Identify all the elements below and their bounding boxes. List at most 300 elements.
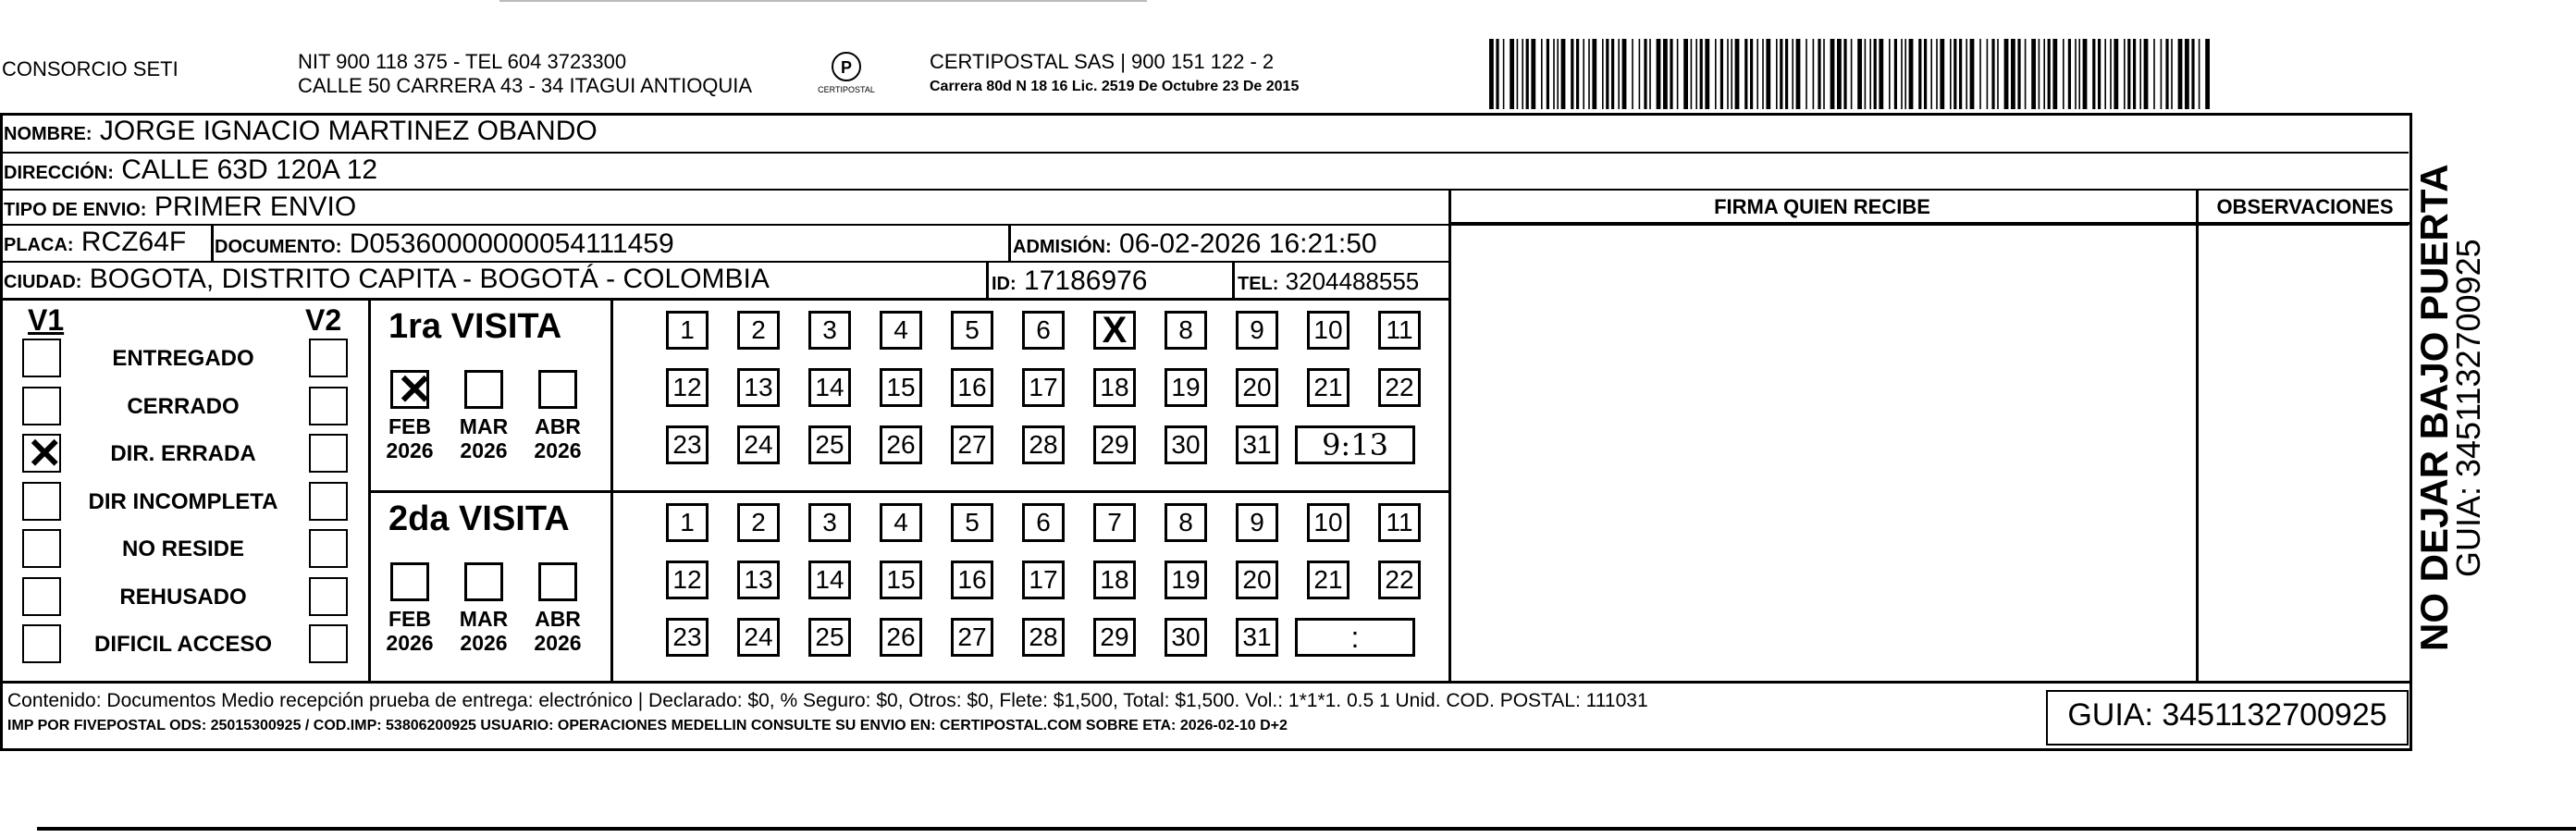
- day-box[interactable]: [1022, 503, 1065, 542]
- svg-text:CERTIPOSTAL: CERTIPOSTAL: [818, 85, 875, 94]
- day-number: 1: [680, 315, 695, 344]
- barcode-bar: [1720, 39, 1723, 109]
- day-number: 20: [1242, 565, 1272, 594]
- barcode-bar: [1592, 39, 1596, 109]
- status-label: DIR INCOMPLETA: [88, 488, 278, 514]
- day-box[interactable]: [666, 503, 709, 542]
- status-v2-checkbox[interactable]: [309, 529, 348, 568]
- barcode-bar: [2124, 39, 2126, 109]
- status-right-line: [368, 298, 371, 681]
- barcode-bar: [1517, 39, 1519, 109]
- status-v2-checkbox[interactable]: [309, 387, 348, 425]
- barcode-bar: [1762, 39, 1764, 109]
- barcode-bar: [1522, 39, 1523, 109]
- month-checkbox[interactable]: [390, 365, 433, 413]
- day-box[interactable]: [808, 425, 851, 464]
- barcode-bar: [2075, 39, 2077, 109]
- day-box[interactable]: [1236, 503, 1278, 542]
- day-number: 8: [1178, 508, 1193, 536]
- day-box[interactable]: [1093, 368, 1136, 407]
- barcode-bar: [2191, 39, 2194, 109]
- status-v1-checkbox[interactable]: [22, 339, 61, 377]
- barcode-bar: [2104, 39, 2106, 109]
- day-number: 16: [957, 565, 987, 594]
- day-number: 13: [744, 565, 773, 594]
- barcode-bar: [1997, 39, 1999, 109]
- barcode-bar: [1776, 39, 1778, 109]
- day-box[interactable]: [1236, 368, 1278, 407]
- day-number: 15: [886, 373, 916, 401]
- month-label: MAR: [459, 414, 509, 438]
- month-checkbox[interactable]: [464, 370, 503, 409]
- barcode-bar: [2199, 39, 2200, 109]
- no-dejar-bajo-puerta: NO DEJAR BAJO PUERTA: [2412, 164, 2456, 651]
- day-box[interactable]: [1236, 618, 1278, 657]
- tel-field: [1238, 265, 1419, 301]
- barcode: [1489, 39, 2220, 109]
- time-box[interactable]: [1295, 425, 1415, 464]
- status-v1-checkbox[interactable]: [22, 482, 61, 521]
- barcode-bar: [1526, 39, 1529, 109]
- day-box[interactable]: [1022, 311, 1065, 350]
- day-box[interactable]: [1022, 561, 1065, 599]
- month-checkbox[interactable]: [538, 370, 577, 409]
- day-box[interactable]: [951, 368, 993, 407]
- barcode-bar: [1496, 39, 1498, 109]
- barcode-bar: [1571, 39, 1573, 109]
- barcode-bar: [1780, 39, 1782, 109]
- day-box[interactable]: [1378, 503, 1421, 542]
- day-number: 2: [751, 508, 766, 536]
- divider-id: [986, 263, 989, 300]
- day-box[interactable]: [666, 561, 709, 599]
- id-field: [992, 265, 1148, 301]
- barcode-bar: [1785, 39, 1788, 109]
- barcode-bar: [1806, 39, 1807, 109]
- day-box[interactable]: [880, 618, 922, 657]
- barcode-bar: [1649, 39, 1651, 109]
- status-label: DIFICIL ACCESO: [93, 632, 272, 657]
- day-box[interactable]: [666, 311, 709, 350]
- nit-line-2: CALLE 50 CARRERA 43 - 34 ITAGUI ANTIOQUIA: [298, 74, 753, 97]
- day-number: 10: [1313, 508, 1343, 536]
- day-number: 18: [1100, 373, 1129, 401]
- barcode-bar: [2178, 39, 2183, 109]
- day-box[interactable]: [1378, 561, 1421, 599]
- status-v2-checkbox[interactable]: [309, 339, 348, 377]
- day-number: 3: [822, 315, 837, 344]
- placa-label: PLACA:: [4, 235, 74, 255]
- day-number: 31: [1242, 430, 1272, 459]
- day-number: 13: [744, 373, 773, 401]
- day-box[interactable]: [1165, 425, 1207, 464]
- day-number: 18: [1100, 565, 1129, 594]
- day-number: 30: [1171, 622, 1201, 651]
- barcode-bar: [2144, 39, 2149, 109]
- barcode-bar: [1792, 39, 1793, 109]
- day-box[interactable]: [1378, 368, 1421, 407]
- status-v1-checkbox[interactable]: [22, 529, 61, 568]
- day-number: 14: [815, 373, 844, 401]
- status-v1-checkbox[interactable]: [22, 387, 61, 425]
- day-box[interactable]: [808, 368, 851, 407]
- visit-title: 1ra VISITA: [388, 307, 562, 346]
- id-label: ID:: [992, 274, 1017, 294]
- barcode-bar: [1588, 39, 1590, 109]
- day-box[interactable]: [737, 561, 780, 599]
- day-number: 25: [815, 622, 844, 651]
- day-number: 24: [744, 622, 773, 651]
- barcode-bar: [1622, 39, 1627, 109]
- nit-line-1: NIT 900 118 375 - TEL 604 3723300: [298, 50, 627, 73]
- barcode-bar: [1561, 39, 1566, 109]
- barcode-bar: [1987, 39, 1989, 109]
- day-number: 3: [822, 508, 837, 536]
- day-number: 6: [1036, 315, 1051, 344]
- day-number: 24: [744, 430, 773, 459]
- day-box[interactable]: [1093, 311, 1136, 350]
- day-box[interactable]: [737, 425, 780, 464]
- day-box[interactable]: [808, 503, 851, 542]
- certipostal-line-2: Carrera 80d N 18 16 Lic. 2519 De Octubre 23 De 2015: [930, 79, 1300, 94]
- barcode-bar: [2011, 39, 2015, 109]
- barcode-bar: [2043, 39, 2045, 109]
- barcode-bar: [1950, 39, 1952, 109]
- day-box[interactable]: [1236, 561, 1278, 599]
- month-label: MAR: [459, 607, 509, 631]
- day-box[interactable]: [951, 311, 993, 350]
- barcode-bar: [2004, 39, 2009, 109]
- guia-vertical: GUIA: 3451132700925: [2449, 239, 2487, 577]
- month-year: 2026: [534, 438, 582, 462]
- bottom-line: [37, 827, 2576, 831]
- barcode-bar: [2068, 39, 2071, 109]
- day-number: 23: [672, 430, 702, 459]
- day-box[interactable]: [1378, 311, 1421, 350]
- barcode-bar: [2039, 39, 2040, 109]
- certipostal-logo: [814, 50, 879, 98]
- day-number: 7: [1107, 508, 1122, 536]
- day-number: 5: [965, 315, 980, 344]
- day-box[interactable]: [737, 311, 780, 350]
- nombre-label: NOMBRE:: [4, 124, 92, 144]
- barcode-bar: [2205, 39, 2210, 109]
- firma-header-underline: [1448, 222, 2410, 225]
- day-box[interactable]: [1236, 311, 1278, 350]
- day-box[interactable]: [1022, 368, 1065, 407]
- day-number: 31: [1242, 622, 1272, 651]
- barcode-bar: [1602, 39, 1604, 109]
- day-box[interactable]: [1165, 618, 1207, 657]
- placa-value: RCZ64F: [80, 227, 187, 257]
- barcode-bar: [2110, 39, 2112, 109]
- barcode-bar: [1606, 39, 1608, 109]
- day-box[interactable]: [666, 618, 709, 657]
- documento-label: DOCUMENTO:: [215, 237, 342, 257]
- tel-value: 3204488555: [1285, 267, 1420, 295]
- tipo-label: TIPO DE ENVIO:: [4, 200, 147, 220]
- barcode-bar: [2139, 39, 2141, 109]
- day-number: 21: [1313, 565, 1343, 594]
- barcode-bar: [1510, 39, 1514, 109]
- barcode-bar: [1954, 39, 1956, 109]
- status-v1-checkbox[interactable]: [22, 624, 61, 663]
- day-number: 17: [1029, 565, 1058, 594]
- v2-label: V2: [305, 303, 342, 337]
- barcode-bar: [2098, 39, 2101, 109]
- month-year: 2026: [534, 631, 582, 655]
- status-v2-checkbox[interactable]: [309, 624, 348, 663]
- day-box[interactable]: [951, 618, 993, 657]
- day-number: 12: [672, 373, 702, 401]
- direccion-label: DIRECCIÓN:: [4, 163, 114, 183]
- month-checkbox[interactable]: [464, 562, 503, 601]
- day-number: 30: [1171, 430, 1201, 459]
- barcode-bar: [1715, 39, 1717, 109]
- certipostal-line-1: CERTIPOSTAL SAS | 900 151 122 - 2: [930, 50, 1275, 73]
- top-edge-line: [499, 0, 1147, 2]
- day-number: 28: [1029, 622, 1058, 651]
- day-number: 10: [1313, 315, 1343, 344]
- day-number: 16: [957, 373, 987, 401]
- barcode-bar: [1889, 39, 1891, 109]
- day-number: 27: [957, 430, 987, 459]
- firma-header: FIRMA QUIEN RECIBE: [1714, 195, 1930, 218]
- barcode-bar: [1813, 39, 1815, 109]
- day-number: 19: [1171, 373, 1201, 401]
- imp-text: IMP POR FIVEPOSTAL ODS: 25015300925 / COD.IMP: 53806200925 USUARIO: OPERACIONES MEDELLIN CONSULTE SU ENVIO EN: CERTIPOSTAL.COM SOBRE ETA: 2026-02-10 D+2: [7, 718, 1288, 733]
- barcode-bar: [1657, 39, 1661, 109]
- day-box[interactable]: [951, 425, 993, 464]
- day-box[interactable]: [880, 311, 922, 350]
- day-number: 21: [1313, 373, 1343, 401]
- day-box[interactable]: [951, 561, 993, 599]
- barcode-bar: [1553, 39, 1555, 109]
- day-box[interactable]: [1093, 618, 1136, 657]
- status-v2-checkbox[interactable]: [309, 434, 348, 473]
- certipostal-logo-icon: [814, 50, 879, 98]
- barcode-bar: [1874, 39, 1877, 109]
- barcode-bar: [1830, 39, 1835, 109]
- documento-field: [215, 228, 674, 264]
- barcode-bar: [1531, 39, 1535, 109]
- barcode-bar: [1991, 39, 1994, 109]
- day-number: 29: [1100, 430, 1129, 459]
- month-label: FEB: [388, 607, 431, 631]
- visit-title-divider: [610, 298, 613, 681]
- day-number: 26: [886, 430, 916, 459]
- barcode-bar: [2092, 39, 2095, 109]
- barcode-bar: [1691, 39, 1693, 109]
- day-box[interactable]: [737, 503, 780, 542]
- barcode-bar: [1731, 39, 1732, 109]
- day-box[interactable]: [1307, 311, 1350, 350]
- day-number: 17: [1029, 373, 1058, 401]
- barcode-bar: [1901, 39, 1903, 109]
- barcode-bar: [2165, 39, 2168, 109]
- barcode-bar: [1639, 39, 1641, 109]
- day-box[interactable]: [737, 368, 780, 407]
- barcode-bar: [2171, 39, 2173, 109]
- day-box[interactable]: [808, 311, 851, 350]
- month-checkbox[interactable]: [538, 562, 577, 601]
- day-box[interactable]: [880, 425, 922, 464]
- day-number: 25: [815, 430, 844, 459]
- nombre-row: [0, 115, 2409, 154]
- barcode-bar: [2017, 39, 2020, 109]
- day-number: 20: [1242, 373, 1272, 401]
- day-box[interactable]: [880, 368, 922, 407]
- direccion-row: [0, 154, 2409, 191]
- admision-field: [1013, 228, 1377, 264]
- day-box[interactable]: [1307, 368, 1350, 407]
- direccion-value: CALLE 63D 120A 12: [121, 154, 378, 185]
- checked-x-icon: ✕: [397, 365, 433, 413]
- barcode-bar: [1865, 39, 1867, 109]
- day-box[interactable]: [1165, 503, 1207, 542]
- barcode-bar: [1766, 39, 1770, 109]
- barcode-bar: [1796, 39, 1801, 109]
- barcode-bar: [1700, 39, 1703, 109]
- day-number: 27: [957, 622, 987, 651]
- day-number: 15: [886, 565, 916, 594]
- barcode-bar: [1750, 39, 1753, 109]
- month-label: FEB: [388, 414, 431, 438]
- barcode-bar: [2031, 39, 2036, 109]
- divider-placa: [211, 226, 214, 263]
- status-v2-checkbox[interactable]: [309, 482, 348, 521]
- day-box[interactable]: [1093, 503, 1136, 542]
- barcode-bar: [1632, 39, 1633, 109]
- status-v2-checkbox[interactable]: [309, 577, 348, 616]
- day-box[interactable]: [666, 425, 709, 464]
- barcode-bar: [1823, 39, 1825, 109]
- barcode-bar: [1611, 39, 1614, 109]
- time-box[interactable]: [1295, 618, 1415, 657]
- month-year: 2026: [386, 631, 434, 655]
- month-year: 2026: [386, 438, 434, 462]
- day-number: 22: [1385, 373, 1414, 401]
- day-box[interactable]: [1093, 425, 1136, 464]
- id-value: 17186976: [1024, 265, 1148, 296]
- day-number: 29: [1100, 622, 1129, 651]
- day-box[interactable]: [1307, 561, 1350, 599]
- day-box[interactable]: [1165, 311, 1207, 350]
- documento-value: D05360000000054111459: [349, 228, 674, 259]
- barcode-bar: [2083, 39, 2088, 109]
- day-box[interactable]: [880, 503, 922, 542]
- barcode-bar: [1966, 39, 1967, 109]
- day-box[interactable]: [1307, 503, 1350, 542]
- barcode-bar: [1869, 39, 1871, 109]
- day-number: 19: [1171, 565, 1201, 594]
- day-box[interactable]: [1165, 368, 1207, 407]
- day-box[interactable]: [1022, 425, 1065, 464]
- barcode-bar: [2133, 39, 2136, 109]
- day-box[interactable]: [737, 618, 780, 657]
- month-checkbox[interactable]: [390, 562, 429, 601]
- barcode-bar: [1583, 39, 1584, 109]
- barcode-bar: [1930, 39, 1932, 109]
- barcode-bar: [1663, 39, 1668, 109]
- day-number: 6: [1036, 508, 1051, 536]
- barcode-bar: [1557, 39, 1559, 109]
- status-top-line: [0, 298, 1450, 301]
- barcode-bar: [1670, 39, 1672, 109]
- day-box[interactable]: [808, 561, 851, 599]
- status-v1-checkbox[interactable]: [22, 577, 61, 616]
- v1-label: V1: [28, 303, 65, 337]
- month-year: 2026: [460, 438, 508, 462]
- day-box[interactable]: [808, 618, 851, 657]
- barcode-bar: [1904, 39, 1906, 109]
- day-number: 22: [1385, 565, 1414, 594]
- barcode-bar: [2052, 39, 2057, 109]
- day-box[interactable]: [1022, 618, 1065, 657]
- day-number: 1: [680, 508, 695, 536]
- visit-time: 9:13: [1322, 427, 1388, 462]
- divider-admision: [1008, 226, 1011, 263]
- barcode-bar: [1503, 39, 1505, 109]
- month-label: ABR: [535, 607, 581, 631]
- tel-label: TEL:: [1238, 274, 1279, 294]
- barcode-bar: [2063, 39, 2064, 109]
- contenido-text: Contenido: Documentos Medio recepción prueba de entrega: electrónico | Declarado: $0, % Seguro: $0, Otros: $0, Flete: $1,500, Total: $1,500. Vol.: 1*1*1. 0.5 1 Unid. COD. POSTAL: 111031: [7, 690, 1648, 711]
- tipo-value: PRIMER ENVIO: [154, 191, 357, 222]
- svg-text:P: P: [840, 58, 853, 77]
- day-box[interactable]: [1236, 425, 1278, 464]
- status-label: DIR. ERRADA: [110, 441, 256, 466]
- month-year: 2026: [460, 631, 508, 655]
- barcode-bar: [1727, 39, 1729, 109]
- day-box[interactable]: [1093, 561, 1136, 599]
- day-number: 23: [672, 622, 702, 651]
- barcode-bar: [1683, 39, 1688, 109]
- checked-x-icon: ✕: [27, 429, 63, 477]
- day-number: 9: [1250, 508, 1264, 536]
- divider-firma-left: [1448, 191, 1451, 681]
- day-box[interactable]: [880, 561, 922, 599]
- company-name: CONSORCIO SETI: [2, 57, 179, 80]
- day-box[interactable]: [666, 368, 709, 407]
- admision-label: ADMISIÓN:: [1013, 237, 1112, 257]
- day-box[interactable]: [1165, 561, 1207, 599]
- barcode-bar: [2153, 39, 2155, 109]
- day-number: 4: [894, 315, 908, 344]
- barcode-bar: [1851, 39, 1853, 109]
- barcode-bar: [1489, 39, 1494, 109]
- barcode-bar: [1909, 39, 1914, 109]
- barcode-bars: [1489, 39, 2220, 109]
- barcode-bar: [1924, 39, 1927, 109]
- day-number: 9: [1250, 315, 1264, 344]
- barcode-bar: [1695, 39, 1697, 109]
- barcode-bar: [2127, 39, 2130, 109]
- barcode-bar: [1837, 39, 1842, 109]
- barcode-bar: [1940, 39, 1944, 109]
- visit-separator: [368, 490, 1450, 493]
- status-label: ENTREGADO: [112, 346, 254, 371]
- observaciones-header: OBSERVACIONES: [2216, 195, 2394, 218]
- barcode-bar: [1818, 39, 1820, 109]
- status-v1-checkbox[interactable]: [22, 429, 63, 477]
- barcode-bar: [1756, 39, 1758, 109]
- day-box[interactable]: [951, 503, 993, 542]
- barcode-bar: [1541, 39, 1543, 109]
- day-number: 11: [1386, 315, 1413, 344]
- barcode-bar: [2048, 39, 2051, 109]
- day-number: 5: [965, 508, 980, 536]
